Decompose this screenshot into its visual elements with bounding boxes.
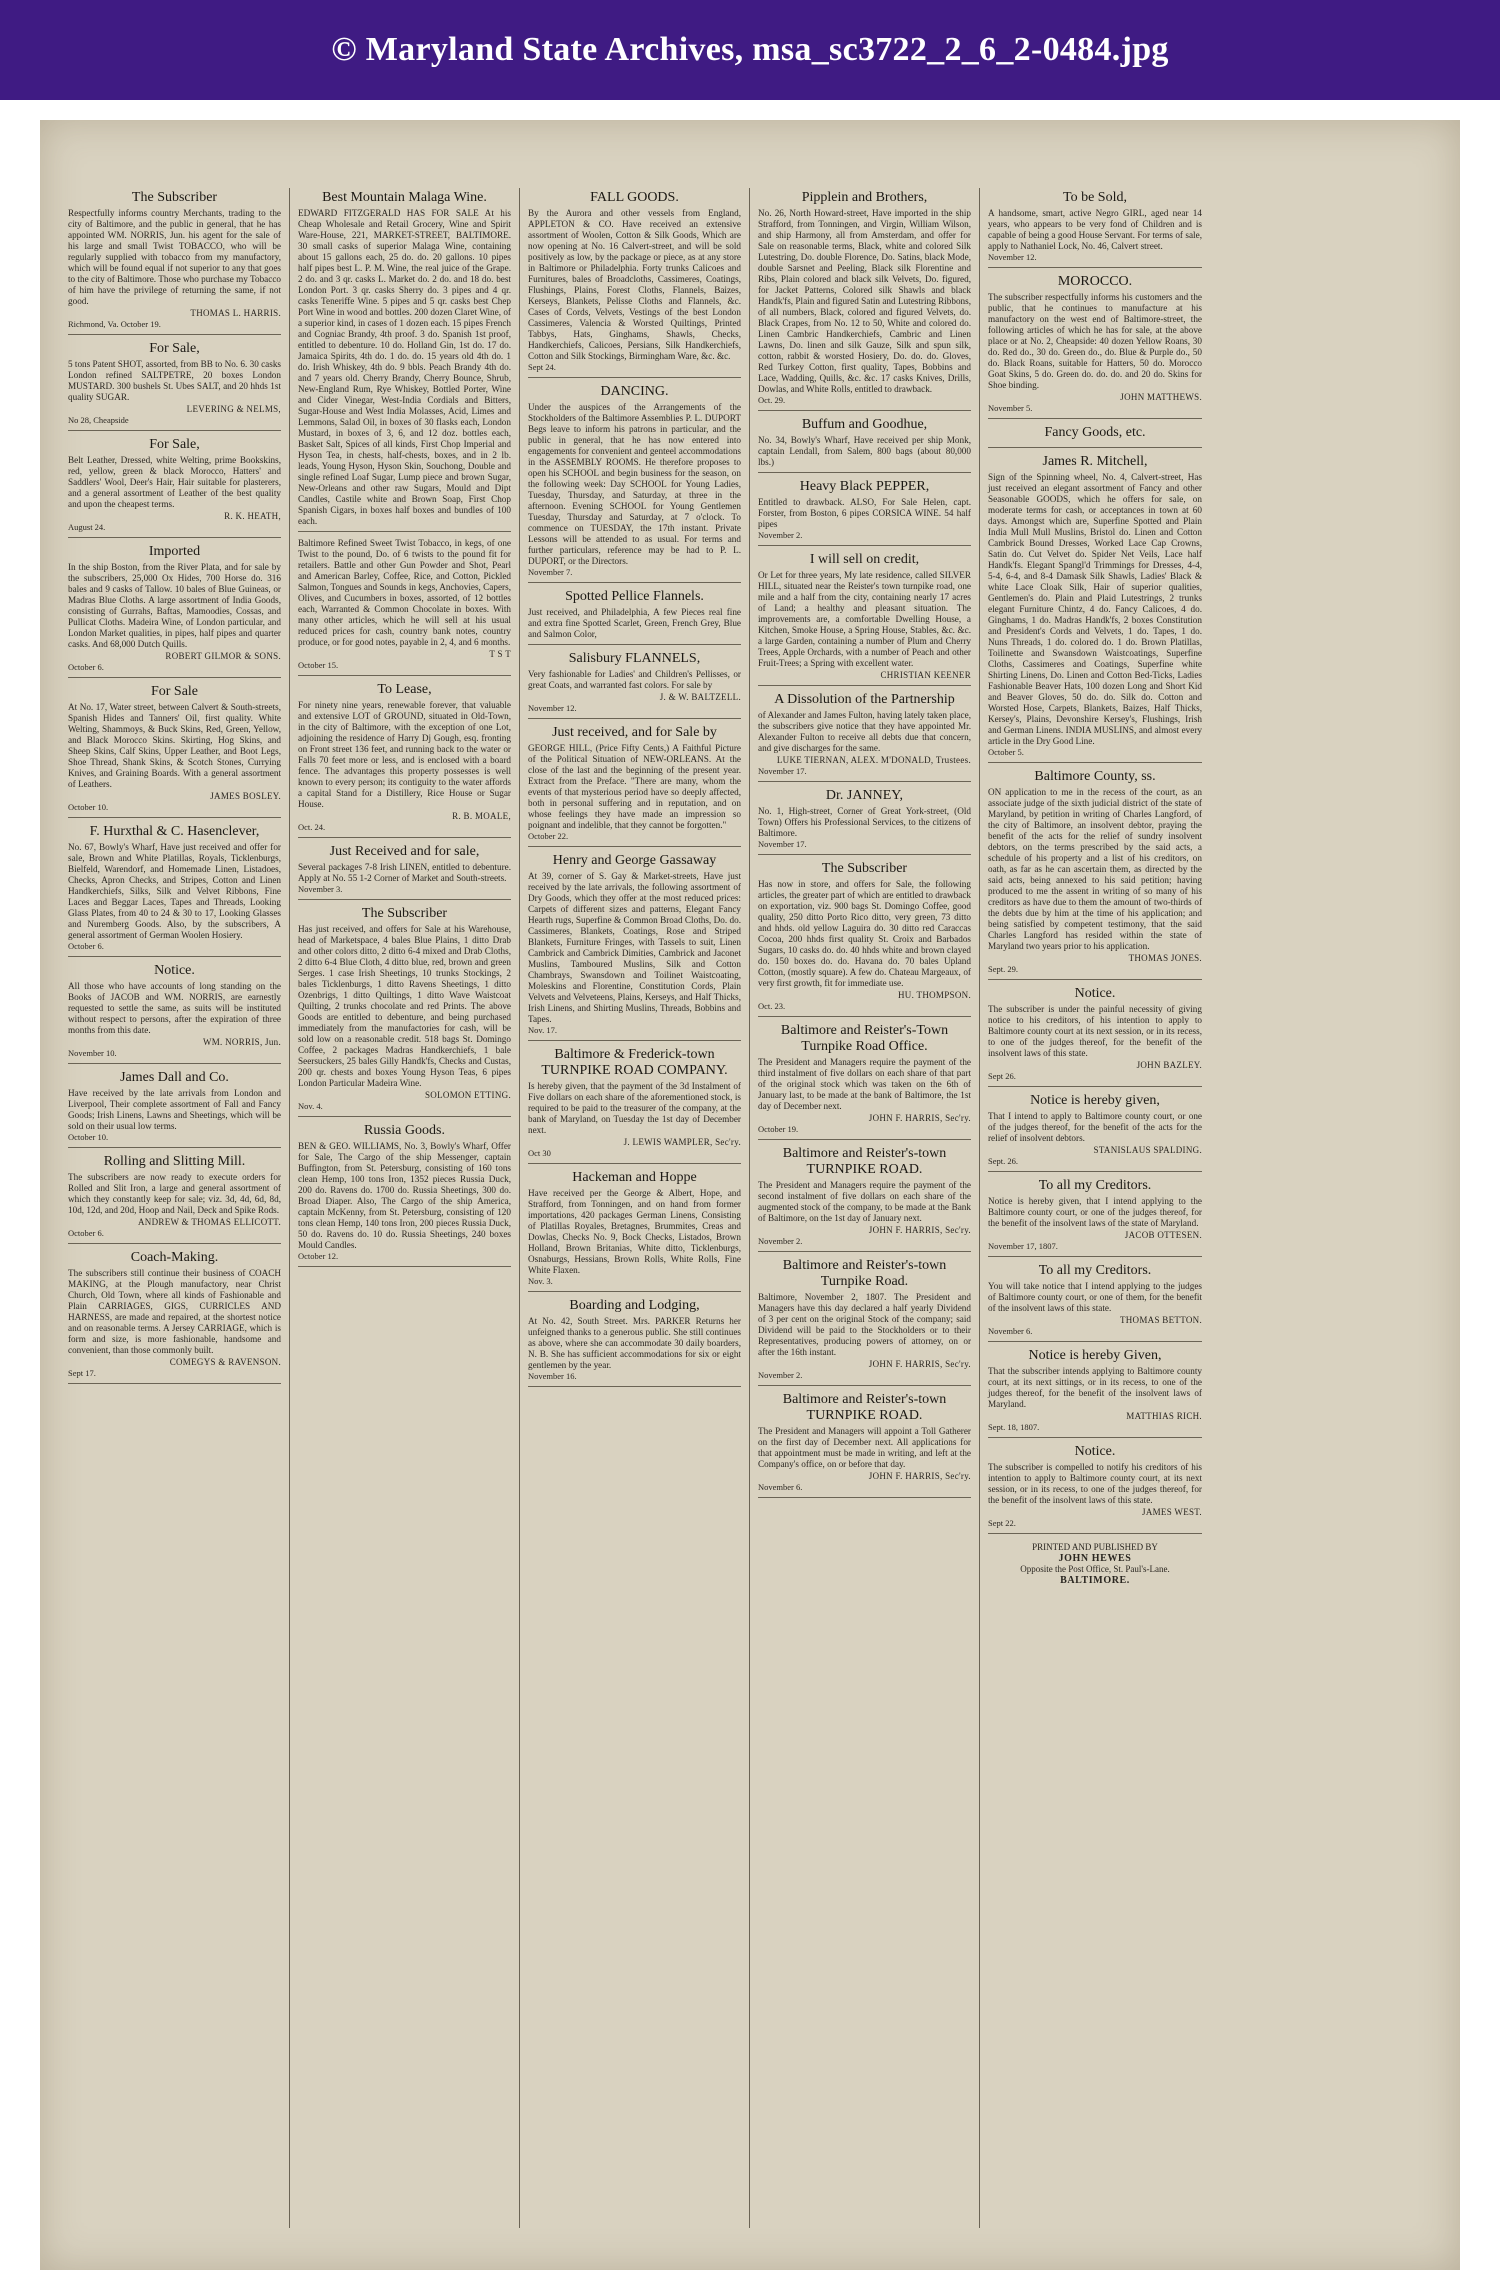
ad-date: October 15.	[298, 660, 339, 670]
imprint-line: Opposite the Post Office, St. Paul's-Lane.	[1020, 1564, 1170, 1574]
imprint-line: BALTIMORE.	[1060, 1575, 1130, 1586]
advertisement	[988, 1178, 1202, 1257]
ad-date: November 2.	[758, 530, 803, 540]
advertisement	[988, 1263, 1202, 1342]
ad-signature: JACOB OTTESEN.	[1124, 1230, 1202, 1240]
ad-title: Hackeman and Hoppe	[572, 1170, 697, 1185]
ad-title: Salisbury FLANNELS,	[568, 651, 701, 666]
advertisement	[988, 274, 1202, 419]
advertisement	[298, 1123, 511, 1267]
ad-date: Sept 17.	[68, 1368, 96, 1378]
ad-signature: J. & W. BALTZELL.	[659, 692, 741, 702]
ad-body: No. 34, Bowly's Wharf, Have received per ship Monk, captain Lendall, from Salem, 800 bags (about 80,000 lbs.)	[758, 435, 971, 467]
ad-signature: THOMAS L. HARRIS.	[190, 308, 281, 318]
ad-body: 5 tons Patent SHOT, assorted, from BB to No. 6. 30 casks London refined SALTPETRE, 20 boxes London MUSTARD. 300 bushels St. Ubes SALT, and 20 hhds 1st quality SUGAR.	[68, 359, 281, 402]
ad-title: Russia Goods.	[364, 1123, 445, 1138]
ad-date: November 3.	[298, 884, 343, 894]
advertisement	[528, 1047, 741, 1164]
ad-date: November 17.	[758, 766, 807, 776]
ad-signature: HU. THOMPSON.	[898, 990, 971, 1000]
ad-date: Sept 22.	[988, 1518, 1016, 1528]
ad-date: Sept 26.	[988, 1071, 1016, 1081]
ad-date: November 7.	[528, 567, 573, 577]
ad-body: The President and Managers will appoint a Toll Gatherer on the first day of December next. All applications for that appointment must be made in writing, and left at the Company's office, on or before that day.	[758, 1426, 971, 1469]
ad-title: Heavy Black PEPPER,	[799, 479, 930, 494]
ad-signature: SOLOMON ETTING.	[425, 1090, 511, 1100]
ad-title: Notice.	[1074, 986, 1116, 1001]
ad-title: Notice.	[154, 963, 195, 978]
ad-date: November 6.	[758, 1482, 803, 1492]
advertisement	[988, 425, 1202, 448]
advertisement	[68, 684, 281, 818]
advertisement	[988, 190, 1202, 268]
archive-banner	[0, 0, 1500, 100]
ad-body: Have received by the late arrivals from London and Liverpool, Their complete assortment of Fall and Fancy Goods; Irish Linens, Lawns and Sheetings, which will be sold on their usual low terms.	[68, 1088, 281, 1131]
advertisement	[758, 552, 971, 686]
ad-body: A handsome, smart, active Negro GIRL, aged near 14 years, who appears to be very fond of Children and is capable of being a good House Servant. For terms of sale, apply to Nathaniel Lock, No. 46, Calvert street.	[988, 208, 1202, 251]
ad-title: To all my Creditors.	[1038, 1263, 1152, 1278]
ad-body: Baltimore Refined Sweet Twist Tobacco, in kegs, of one Twist to the pound, Do. of 6 twists to the pound fit for retailers. Battle and other Gun Powder and Shot, Pearl and American Barley, Coffee, Rice, and Cotton, Pickled Salmon, Tongues and Sounds in kegs, Anchovies, Capers, Olives, and Cucumbers in boxes, assorted, of 12 bottles each, Warranted & Common Chocolate in boxes. With many other articles, which he will sell at his usual reduced prices for cash, country bank notes, country produce, or for good notes, payable in 2, 4, and 6 months.	[298, 538, 511, 647]
column-5	[980, 188, 1210, 2228]
ad-body: The subscriber respectfully informs his customers and the public, that he continues to manufacture at his manufactory on the west end of Baltimore-street, the following articles of which he has for sale, at the above place or at No. 2, Cheapside: 40 dozen Yellow Roans, 30 do. Red do., 30 do. Green do., do. Blue & Purple do., 50 do. Black Roans, suitable for Hatters, 50 do. Morocco Goat Skins, 5 do. Green do. do. do. and 20 do. Skins for Shoe binding.	[988, 292, 1202, 390]
ad-body: Respectfully informs country Merchants, trading to the city of Baltimore, and the public in general, that he has appointed WM. NORRIS, Jun. his agent for the sale of his large and small Twist TOBACCO, who will be regularly supplied with tobacco from my manufactory, which will be found equal if not superior to any that goes to the city of Baltimore. Those who purchase my Tobacco of him have the privilege of returning the same, if not good.	[68, 208, 281, 306]
ad-body: Belt Leather, Dressed, white Welting, prime Bookskins, red, yellow, green & black Morocco, Hatters' and Saddlers' Wool, Deer's Hair, Hair suitable for plasterers, and a general assortment of Leather of the best quality and upon the cheapest terms.	[68, 455, 281, 509]
ad-date: Oct 30	[528, 1148, 551, 1158]
ad-body: Baltimore, November 2, 1807. The President and Managers have this day declared a half yearly Dividend of 3 per cent on the original Stock of the company; said Dividend will be paid to the Stockholders or to their Representatives, producing powers of attorney, on or after the 16th instant.	[758, 1292, 971, 1357]
ad-signature: LEVERING & NELMS,	[186, 404, 281, 414]
ad-date: November 2.	[758, 1370, 803, 1380]
ad-date: October 19.	[758, 1124, 799, 1134]
ad-title: James Dall and Co.	[120, 1070, 229, 1085]
ad-date: November 12.	[988, 252, 1037, 262]
ad-signature: JOHN F. HARRIS, Sec'ry.	[868, 1113, 971, 1123]
ad-signature: COMEGYS & RAVENSON.	[169, 1357, 281, 1367]
ad-signature: JOHN MATTHEWS.	[1120, 392, 1202, 402]
ad-body: The President and Managers require the payment of the third instalment of five dollars on each share of that part of the original stock which was taken on the 6th of January last, to be made at the bank of Baltimore, the 1st day of December next.	[758, 1057, 971, 1111]
ad-title: Baltimore and Reister's-town TURNPIKE ROAD.	[782, 1392, 947, 1423]
advertisement	[988, 769, 1202, 980]
ad-date: Sept 24.	[528, 362, 556, 372]
advertisement	[758, 190, 971, 411]
advertisement	[758, 417, 971, 473]
ad-body: EDWARD FITZGERALD HAS FOR SALE At his Cheap Wholesale and Retail Grocery, Wine and Spirit Ware-House, 221, MARKET-STREET, BALTIMORE. 30 small casks of superior Malaga Wine, containing about 15 gallons each, 25 do. do. 20 gallons. 10 pipes half pipes best L. P. M. Wine, the real juice of the Grape. 2 do. and 3 qr. casks L. Market do. 2 do. and 18 do. best London Port. 3 qr. casks Sherry do. 3 pipes and 4 qr. casks Teneriffe Wine. 5 pipes and 5 qr. casks best Chep Port Wine in wood and bottles. 200 dozen Claret Wine, of a superior kind, in cases of 1 dozen each. 15 pipes French and Cogniac Brandy, 4th proof. 3 do. Spanish 1st proof, entitled to debenture. 10 do. Holland Gin, 1st do. 17 do. Jamaica Spirits, 4th do. 1 do. do. 15 years old 4th do. 1 do. Irish Whiskey, 4th do. 9 bbls. Peach Brandy 4th do. and 7 years old. Cherry Brandy, Cherry Bounce, Shrub, New-England Rum, Rye Whiskey, Bottled Porter, Wine and Cider Vinegar, West-India Cordials and Bitters, Sugar-House and West India Molasses, Acid, Limes and Lemmons, Salad Oil, in boxes of 30 flasks each, London Mustard, in boxes of 3, 6, and 12 doz. bottles each, Basket Salt, Spices of all kinds, First Chop Imperial and Hyson Tea, in chests, half-chests, boxes, and in 2 lb. leads, Young Hyson, Hyson Skin, Souchong, Double and single refined Loaf Sugar, Lump piece and brown Sugar, New-Orleans and other raw Sugars, Mould and Dipt Candles, Castile white and Brown Soap, First Chop Spanish Cigars, in boxes half boxes and bundles of 100 each.	[298, 208, 511, 526]
ad-body: BEN & GEO. WILLIAMS, No. 3, Bowly's Wharf, Offer for Sale, The Cargo of the ship Messenger, captain Buffington, from St. Petersburg, consisting of 160 tons clean Hemp, 100 tons Iron, 1352 pieces Russia Duck, 200 do. Ravens do. 1700 do. Russia Sheetings, 300 do. Broad Diaper. Also, The Cargo of the ship America, captain McKenny, from St. Petersburg, consisting of 120 tons clean Hemp, 140 tons Iron, 200 pieces Russia Duck, 50 do. Ravens do. 10 do. Russia Sheetings, 240 boxes Mould Candles.	[298, 1141, 511, 1250]
ad-date: Oct. 24.	[298, 822, 326, 832]
ad-title: MOROCCO.	[1057, 274, 1133, 289]
ad-body: No. 67, Bowly's Wharf, Have just received and offer for sale, Brown and White Platillas, Royals, Ticklenburgs, Bielfeld, Warendorf, and Homemade Linen, Listadoes, Checks, Apron Checks, and Stripes, Cotton and Linen Handkerchiefs, Silks, Silk and Velvet Ribbons, Fine Laces and Beggar Laces, Tapes and Threads, Looking Glass Plates, from 40 to 24 & 30 to 17, Looking Glasses and Nuremberg Goods. Also, by the subscribers, A general assortment of German Woolen Hosiery.	[68, 842, 281, 940]
advertisement	[298, 844, 511, 900]
ad-title: Buffum and Goodhue,	[801, 417, 928, 432]
advertisement	[528, 190, 741, 378]
column-3	[520, 188, 750, 2228]
ad-title: Notice is hereby Given,	[1028, 1348, 1162, 1363]
ad-body: At No. 42, South Street. Mrs. PARKER Returns her unfeigned thanks to a generous public. She still continues as above, where she can accommodate 30 daily boarders, N. B. She has sufficient accommodations for six or eight gentlemen by the year.	[528, 1316, 741, 1370]
ad-title: F. Hurxthal & C. Hasenclever,	[89, 824, 260, 839]
ad-title: Baltimore and Reister's-town TURNPIKE ROAD.	[782, 1146, 947, 1177]
ad-title: Best Mountain Malaga Wine.	[322, 190, 487, 205]
ad-date: November 17, 1807.	[988, 1241, 1058, 1251]
advertisement	[758, 1146, 971, 1252]
ad-signature: WM. NORRIS, Jun.	[202, 1037, 281, 1047]
column-2	[290, 188, 520, 2228]
ad-title: Rolling and Slitting Mill.	[103, 1154, 246, 1169]
ad-body: By the Aurora and other vessels from England, APPLETON & CO. Have received an extensive assortment of Woolen, Cotton & Silk Goods, Which are now opening at No. 16 Calvert-street, and will be sold positively as low, by the package or piece, as at any store in Baltimore or Philadelphia. Forty trunks Calicoes and Furnitures, bales of Broadcloths, Cassimeres, Coatings, Flushings, Plains, Forest Cloths, Flannels, Baizes, Kerseys, Blankets, Pelisse Cloths and Flannels, &c. Cases of Cords, Velvets, Vestings of the best London Cassimeres, Valencia & Worsted Quiltings, Printed Tabbys, Hats, Ginghams, Shawls, Checks, Handkerchiefs, Calicoes, Persians, Silk Handkerchiefs, Cotton and Silk Stockings, Birmingham Ware, &c. &c.	[528, 208, 741, 361]
advertisement	[528, 651, 741, 719]
advertisement	[758, 1258, 971, 1386]
imprint-line: PRINTED AND PUBLISHED BY	[1032, 1542, 1158, 1552]
ad-title: I will sell on credit,	[809, 552, 920, 567]
ad-body: No. 1, High-street, Corner of Great York-street, (Old Town) Offers his Professional Services, to the citizens of Baltimore.	[758, 806, 971, 838]
advertisement	[988, 1093, 1202, 1172]
ad-body: The subscribers are now ready to execute orders for Rolled and Slit Iron, a large and general assortment of which they constantly keep for sale; viz. 3d, 4d, 6d, 8d, 10d, 12d, and 20d, Hoop and Nail, Deck and Spike Rods.	[68, 1172, 281, 1215]
ad-body: Have received per the George & Albert, Hope, and Strafford, from Tonningen, and on hand from former importations, 420 packages German Linens, Consisting of Platillas Royales, Bretagnes, Brummites, Creas and Dowlas, Checks No. 9, Bock Checks, Listados, Brown Holland, Brown Britanias, White ditto, Ticklenburgs, Osnaburgs, Hessians, Brown Rolls, White Rolls, Fine White Flaxen.	[528, 1188, 741, 1275]
ad-date: Oct. 29.	[758, 395, 786, 405]
ad-body: Several packages 7-8 Irish LINEN, entitled to debenture. Apply at No. 55 1-2 Corner of Market and South-streets.	[298, 862, 511, 883]
advertisement	[68, 824, 281, 957]
advertisement	[68, 190, 281, 335]
ad-body: The subscribers still continue their business of COACH MAKING, at the Plough manufactory, near Christ Church, Old Town, where all kinds of Fashionable and Plain CARRIAGES, GIGS, CURRICLES AND HARNESS, are made and repaired, at the shortest notice and on reasonable terms. A Jersey CARRIAGE, which is form and size, is more fashionable, handsome and convenient, than those commonly built.	[68, 1268, 281, 1355]
advertisement	[758, 692, 971, 782]
ad-title: Imported	[148, 544, 201, 559]
advertisement	[988, 1348, 1202, 1438]
ad-title: For Sale,	[149, 437, 200, 452]
ad-date: November 2.	[758, 1236, 803, 1246]
advertisement	[68, 1070, 281, 1148]
ad-date: November 6.	[988, 1326, 1033, 1336]
ad-signature: R. K. HEATH,	[224, 511, 281, 521]
ad-body: No. 26, North Howard-street, Have imported in the ship Strafford, from Tonningen, and Virgin, William Wilson, and ship Harmony, all from Amsterdam, and offer for Sale on reasonable terms, Black, white and colored Silk Lutestring, Do. double Florence, Do. Satins, black Mode, double Sarsnet and Peeling, Black silk Florentine and Ribs, Plain colored and black silk Velvets, Do. figured, for Jacket Patterns, Colored silk Shawls and black Handk'fs, Plain and figured Satin and Lutestring Ribbons, of all numbers, Black, colored and figured Velvets, do. Black Crapes, from No. 12 to 50, White and colored do. Linen Cambric Handkerchiefs, Cambric and Linen Lawns, Do. linen and silk Gauze, Silk and spun silk, cotton, rabbit & worsted Hosiery, Do. do. do. Gloves, Red Turkey Cotton, first quality, Tapes, Bobbins and Lace, Wadding, Quills, &c. &c. 17 casks Knives, Drills, Dowlas, and White Rolls, entitled to drawback.	[758, 208, 971, 394]
advertisement	[528, 384, 741, 583]
advertisement	[298, 538, 511, 676]
newspaper-columns	[60, 188, 1435, 2228]
ad-title: FALL GOODS.	[590, 190, 679, 205]
advertisement	[758, 788, 971, 855]
advertisement	[68, 1154, 281, 1244]
advertisement	[68, 1250, 281, 1384]
ad-date: November 12.	[528, 703, 577, 713]
ad-title: Just Received and for sale,	[329, 844, 480, 859]
ad-title: Baltimore and Reister's-town Turnpike Road.	[782, 1258, 947, 1289]
advertisement	[988, 986, 1202, 1087]
ad-signature: JOHN F. HARRIS, Sec'ry.	[868, 1471, 971, 1481]
banner-watermark: © Maryland State Archives, msa_sc3722_2_6_2-0484.jpg	[331, 31, 1169, 68]
ad-title: Pipplein and Brothers,	[801, 190, 928, 205]
printer-imprint	[988, 1542, 1202, 1586]
ad-signature: THOMAS JONES.	[1128, 953, 1202, 963]
imprint-line: JOHN HEWES	[1058, 1553, 1132, 1564]
ad-date: No 28, Cheapside	[68, 415, 129, 425]
advertisement	[298, 682, 511, 838]
ad-body: In the ship Boston, from the River Plata, and for sale by the subscribers, 25,000 Ox Hides, 700 Horse do. 316 bales and 9 casks of Tallow. 10 bales of Blue Guineas, or Madras Blue Cloths. A large assortment of India Goods, consisting of Gurrahs, Baftas, Mamoodies, Cossas, and Pullicat Cloths. Madeira Wine, of London particular, and London Market qualities, in pipes, half pipes and quarter casks. And 68,000 Dutch Quills.	[68, 562, 281, 649]
ad-date: October 6.	[68, 941, 104, 951]
advertisement	[68, 544, 281, 678]
ad-body: Sign of the Spinning wheel, No. 4, Calvert-street, Has just received an elegant assortment of Fancy and other Seasonable GOODS, which he offers for sale, on moderate terms for cash, or acceptances in town at 60 days. Amongst which are, Superfine Spotted and Plain India Mull Mull Muslins, Bristol do. Linen and Cotton Cambrick Bound Dresses, Worked Lace Cap Crowns, Satin do. Cut Velvet do. Spider Net Veils, Lace half Handk'fs. Elegant Spangl'd Trimmings for Dresses, 4-4, 5-4, 6-4, and 8-4 Damask Silk Shawls, Ladies' Black & white Lace Cloak Silk, Hair of superior qualities, Gentlemen's do. Plain and Plaid Lutestrings, 2 trunks elegant Furniture Chintz, 4 do. Fancy Calicoes, 4 do. Ginghams, 1 do. Madras Handk'fs, 2 boxes Constitution and President's Cords and Velvets, 1 do. Tapes, 1 do. Nuns Threads, 1 do. colored do. 1 do. Brown Platillas, Toilinette and Swansdown Waistcoatings, Superfine Cloths, Cassimeres and Coatings, Superfine white Shirting Linens, Do. Linen and Cotton Bed-Ticks, Ladies Fashionable Beaver Hats, 100 dozen Long and Short Kid and Beaver Gloves, 50 do. do. Silk do. Cotton and Worsted Hose, Carpets, Blankets, Baizes, Half Thicks, Kersey's, Plains, Devonshire Kersey's, Flushings, Irish and German Linens. INDIA MUSLINS, and almost every article in the Dry Good Line.	[988, 472, 1202, 746]
ad-body: That I intend to apply to Baltimore county court, or one of the judges thereof, for the benefit of the acts for the relief of insolvent debtors.	[988, 1111, 1202, 1143]
ad-body: The President and Managers require the payment of the second instalment of five dollars on each share of the augmented stock of the company, to be made at the Bank of Baltimore, on the 1st day of January next.	[758, 1180, 971, 1223]
ad-title: To all my Creditors.	[1038, 1178, 1152, 1193]
ad-title: The Subscriber	[131, 190, 218, 205]
ad-body: Has now in store, and offers for Sale, the following articles, the greater part of which are entitled to drawback on exportation, viz. 900 bags St. Domingo Coffee, good quality, 250 ditto Porto Rico ditto, very green, 73 ditto and hhds. old yellow Laguira do. 30 ditto red Caraccas Cocoa, 200 hhds first quality St. Croix and Barbados Sugars, 10 casks do. do. 40 hhds white and brown clayed do. 150 boxes do. do. Havana do. 70 bales Upland Cotton, (mostly square). A few do. Chateau Margeaux, of very first growth, fit for immediate use.	[758, 879, 971, 988]
ad-title: Spotted Pellice Flannels.	[565, 589, 704, 604]
ad-date: October 10.	[68, 802, 109, 812]
ad-title: For Sale	[150, 684, 199, 699]
advertisement	[68, 437, 281, 538]
ad-title: James R. Mitchell,	[1042, 454, 1148, 469]
ad-date: Sept. 29.	[988, 964, 1018, 974]
ad-body: Notice is hereby given, that I intend applying to the Baltimore county court, or one of the judges thereof, for the benefit of the insolvent laws of the state of Maryland.	[988, 1196, 1202, 1228]
ad-signature: JAMES WEST.	[1142, 1507, 1202, 1517]
ad-title: To Lease,	[377, 682, 432, 697]
advertisement	[988, 1444, 1202, 1534]
column-1	[60, 188, 290, 2228]
ad-signature: ROBERT GILMOR & SONS.	[165, 651, 281, 661]
ad-signature: J. LEWIS WAMPLER, Sec'ry.	[623, 1137, 741, 1147]
ad-date: Nov. 3.	[528, 1276, 553, 1286]
advertisement	[68, 963, 281, 1064]
advertisement	[758, 861, 971, 1017]
ad-signature: ANDREW & THOMAS ELLICOTT.	[138, 1217, 281, 1227]
ad-title: For Sale,	[149, 341, 200, 356]
ad-signature: JOHN F. HARRIS, Sec'ry.	[868, 1225, 971, 1235]
ad-signature: T S T	[489, 649, 511, 659]
ad-date: November 16.	[528, 1371, 577, 1381]
ad-signature: THOMAS BETTON.	[1119, 1315, 1202, 1325]
advertisement	[528, 853, 741, 1041]
advertisement	[758, 1023, 971, 1140]
ad-title: Baltimore and Reister's-Town Turnpike Road Office.	[780, 1023, 949, 1054]
ad-date: October 22.	[528, 831, 569, 841]
ad-date: November 10.	[68, 1048, 117, 1058]
ad-body: Is hereby given, that the payment of the 3d Instalment of Five dollars on each share of the aforementioned stock, is required to be paid to the treasurer of the company, at the bank of Maryland, on Tuesday the 1st day of December next.	[528, 1081, 741, 1135]
ad-title: Coach-Making.	[130, 1250, 219, 1265]
advertisement	[528, 1298, 741, 1387]
ad-body: Very fashionable for Ladies' and Children's Pellisses, or great Coats, and warranted fast colors. For sale by	[528, 669, 741, 690]
ad-body: That the subscriber intends applying to Baltimore county court, at its next sittings, or in its recess, to one of the judges thereof, for the benefit of the insolvent laws of Maryland.	[988, 1366, 1202, 1409]
ad-title: Just received, and for Sale by	[552, 725, 717, 740]
ad-date: October 6.	[68, 662, 104, 672]
advertisement	[298, 906, 511, 1117]
ad-title: Baltimore & Frederick-town TURNPIKE ROAD COMPANY.	[541, 1047, 728, 1078]
advertisement	[528, 725, 741, 847]
ad-body: All those who have accounts of long standing on the Books of JACOB and WM. NORRIS, are earnestly requested to settle the same, as suits will be instituted without respect to persons, after the expiration of three months from this date.	[68, 981, 281, 1035]
ad-signature: LUKE TIERNAN, ALEX. M'DONALD, Trustees.	[776, 755, 971, 765]
ad-date: Oct. 23.	[758, 1001, 786, 1011]
ad-date: October 12.	[298, 1251, 339, 1261]
advertisement	[758, 479, 971, 546]
ad-title: Henry and George Gassaway	[552, 853, 717, 868]
ad-body: ON application to me in the recess of the court, as an associate judge of the sixth judicial district of the state of Maryland, by petition in writing of Charles Langford, of the city of Baltimore, an insolvent debtor, praying the benefit of the acts for the relief of sundry insolvent debtors, on the terms prescribed by the said acts, a schedule of his property and a list of his creditors, on oath, as far as he can ascertain them, as directed by the said acts, being annexed to his said petition; having produced to me the assent in writing of so many of his creditors as have due to them the amount of two-thirds of the debts due by him at the time of his application; and being satisfied by competent testimony, that the said Charles Langford has resided within the state of Maryland two years prior to his application.	[988, 787, 1202, 951]
ad-body: Just received, and Philadelphia, A few Pieces real fine and extra fine Spotted Scarlet, Green, French Grey, Blue and Salmon Color,	[528, 607, 741, 639]
ad-body: GEORGE HILL, (Price Fifty Cents,) A Faithful Picture of the Political Situation of NEW-ORLEANS. At the close of the last and the beginning of the present year. Extract from the Preface. "There are many, whom the events of that mysterious period have so deeply affected, both in personal suffering and in reputation, and on whose feelings they have made an impression so poignant and indelible, that they cannot be forgotten."	[528, 743, 741, 830]
column-4	[750, 188, 980, 2228]
ad-body: Or Let for three years, My late residence, called SILVER HILL, situated near the Reister's town turnpike road, one mile and a half from the city, containing nearly 17 acres of Land; a healthy and pleasant situation. The improvements are, a comfortable Dwelling House, a Kitchen, Smoke House, a Spring House, Stables, &c. &c. a large Garden, containing a number of Plum and Cherry Trees, Apple Orchards, with a number of Peach and other Fruit-Trees; a Spring with excellent water.	[758, 570, 971, 668]
ad-title: DANCING.	[600, 384, 669, 399]
ad-date: Nov. 17.	[528, 1025, 557, 1035]
ad-body: Entitled to drawback. ALSO, For Sale Helen, capt. Forster, from Boston, 6 pipes CORSICA WINE. 54 half pipes	[758, 497, 971, 529]
advertisement	[68, 341, 281, 431]
ad-date: October 6.	[68, 1228, 104, 1238]
ad-title: Notice is hereby given,	[1030, 1093, 1160, 1108]
advertisement	[528, 589, 741, 645]
advertisement	[528, 1170, 741, 1292]
ad-date: Sept. 18, 1807.	[988, 1422, 1040, 1432]
ad-date: Sept. 26.	[988, 1156, 1018, 1166]
ad-body: At No. 17, Water street, between Calvert & South-streets, Spanish Hides and Tanners' Oil, first quality. White Welting, Shammoys, & Buck Skins, Red, Green, Yellow, and Black Morocco Skins. Skirting, Hog Skins, and Sheep Skins, Calf Skins, Upper Leather, and Boot Legs, Shoe Thread, Shank Skins, & Scotch Stones, Currying Knives, and Graining Boards. With a general assortment of Leathers.	[68, 702, 281, 789]
ad-title: A Dissolution of the Partnership	[774, 692, 955, 707]
ad-title: Boarding and Lodging,	[569, 1298, 700, 1313]
ad-title: To be Sold,	[1063, 190, 1127, 205]
ad-body: Has just received, and offers for Sale at his Warehouse, head of Marketspace, 4 bales Blue Plains, 1 ditto Drab and other colors ditto, 2 ditto 6-4 mixed and Drab Cloths, 2 ditto 6-4 Blue Cloth, 4 ditto blue, red, brown and green Serges. 1 case Irish Sheetings, 10 trunks Stockings, 2 bales Ticklenburgs, 1 ditto Ravens Sheetings, 1 ditto Ozenbrigs, 1 ditto Quiltings, 1 ditto Wave Waistcoat Quilting, 2 trunks chocolate and red Prints. The above Goods are entitled to debenture, and being purchased immediately from the manufactories for cash, will be sold low on a reasonable credit. 518 bags St. Domingo Coffee, 2 packages Madras Handkerchiefs, 1 bale Seersuckers, 25 bales Gilly Handk'fs, Checks and Custas, 200 qr. chests and boxes Young Hyson Teas, 6 pipes London Particular Madeira Wine.	[298, 924, 511, 1088]
ad-body: The subscriber is compelled to notify his creditors of his intention to apply to Baltimore county court, at its next session, or in its recess, to one of the judges thereof, for the benefit of the insolvent laws of this state.	[988, 1462, 1202, 1505]
ad-signature: JAMES BOSLEY.	[210, 791, 281, 801]
ad-date: Nov. 4.	[298, 1101, 323, 1111]
ad-signature: CHRISTIAN KEENER	[880, 670, 971, 680]
advertisement	[298, 190, 511, 532]
ad-body: For ninety nine years, renewable forever, that valuable and extensive LOT of GROUND, situated in Old-Town, in the city of Baltimore, with the exception of one Lot, adjoining the residence of Harry Dj Gough, esq. fronting on Front street 136 feet, and running back to the water or Falls 70 feet more or less, and is enclosed with a board fence. The advantages this property possesses is well known to every person; its contiguity to the water affords a capital Stand for a Distillery, Rice House or Sugar House.	[298, 700, 511, 809]
ad-title: Fancy Goods, etc.	[1044, 425, 1146, 440]
ad-title: Baltimore County, ss.	[1034, 769, 1156, 784]
ad-body: of Alexander and James Fulton, having lately taken place, the subscribers give notice that they have appointed Mr. Alexander Fulton to receive all debts due that concern, and give discharges for the same.	[758, 710, 971, 753]
ad-date: November 5.	[988, 403, 1033, 413]
ad-date: October 10.	[68, 1132, 109, 1142]
ad-title: The Subscriber	[821, 861, 908, 876]
ad-signature: JOHN BAZLEY.	[1136, 1060, 1202, 1070]
ad-signature: R. B. MOALE,	[452, 811, 511, 821]
ad-body: Under the auspices of the Arrangements of the Stockholders of the Baltimore Assemblies P. L. DUPORT Begs leave to inform his patrons in particular, and the public in general, that he has now entered into engagements for convenient and genteel accommodations in the ASSEMBLY ROOMS. He therefore proposes to open his SCHOOL and begin business for the season, on the following week: Day SCHOOL for Young Ladies, Tuesday, Thursday, and Saturday, at three in the afternoon. Evening SCHOOL for Young Gentlemen Tuesday, Thursday and Saturday, at 7 o'clock. To commence on TUESDAY, the 17th instant. Private Lessons will be attended to as usual. For terms and further particulars, reference may be had to P. L. DUPORT, or the Directors.	[528, 402, 741, 566]
ad-title: Dr. JANNEY,	[825, 788, 904, 803]
ad-title: The Subscriber	[361, 906, 448, 921]
advertisement	[988, 454, 1202, 763]
ad-date: October 5.	[988, 747, 1024, 757]
advertisement	[758, 1392, 971, 1498]
ad-signature: MATTHIAS RICH.	[1126, 1411, 1202, 1421]
ad-body: At 39, corner of S. Gay & Market-streets, Have just received by the late arrivals, the following assortment of Dry Goods, which they offer at the most reduced prices: Carpets of different sizes and patterns, Elegant Fancy Hearth rugs, Superfine & Common Broad Cloths, Do. do. Cassimeres, Blankets, Coatings, Rose and Striped Blankets, Furniture Fringes, with Tassels to suit, Linen Cambrick and Cambrick Dimities, Cambrick and Jaconet Muslins, Tamboured Muslins, Silk and Cotton Chambrays, Swansdown and Toilinet Waistcoating, Moleskins and Florentine, Constitution Cords, Plain Velvets and Velveteens, Plains, Kerseys, and Half Thicks, Irish Linens, and Shirting Muslins, Threads, Bobbins and Tapes.	[528, 871, 741, 1024]
ad-signature: JOHN F. HARRIS, Sec'ry.	[868, 1359, 971, 1369]
ad-date: November 17.	[758, 839, 807, 849]
ad-body: The subscriber is under the painful necessity of giving notice to his creditors, of his intention to apply to Baltimore county court at its next session, or in its recess, to one of the judges thereof, for the benefit of the insolvent laws of this state.	[988, 1004, 1202, 1058]
ad-title: Notice.	[1074, 1444, 1116, 1459]
ad-body: You will take notice that I intend applying to the judges of Baltimore county court, or one of them, for the benefit of the insolvent laws of this state.	[988, 1281, 1202, 1313]
ad-date: Richmond, Va. October 19.	[68, 319, 161, 329]
ad-date: August 24.	[68, 522, 106, 532]
ad-signature: STANISLAUS SPALDING.	[1093, 1145, 1202, 1155]
